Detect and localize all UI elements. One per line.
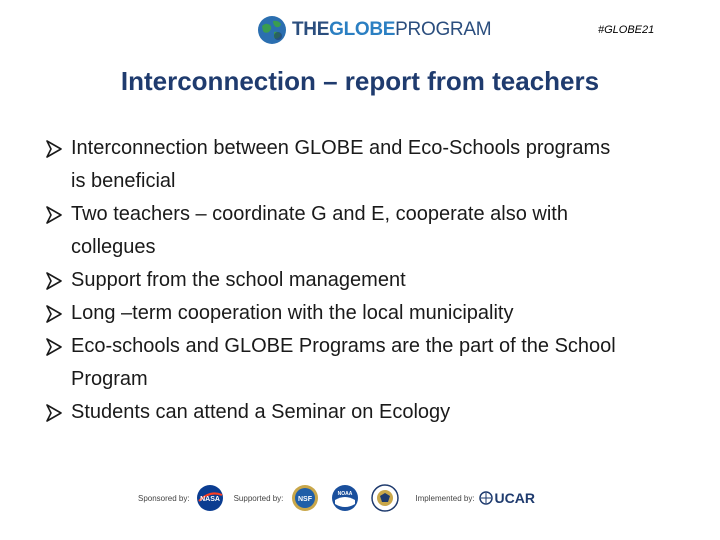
sponsored-by-label: Sponsored by:: [138, 493, 190, 503]
noaa-logo-text: NOAA: [338, 491, 353, 497]
bullet-text: Interconnection between GLOBE and Eco-Schools programs: [71, 137, 611, 159]
bullet-item: [46, 198, 696, 264]
globe-program-logo: [256, 14, 491, 46]
globe-icon: [256, 14, 288, 46]
bullet-list: [46, 132, 696, 429]
bullet-text: Support from the school management: [71, 269, 406, 291]
nasa-logo-text: NASA: [199, 496, 220, 503]
bullet-item: [46, 132, 696, 198]
bullet-item: [46, 330, 696, 396]
bullet-text: Two teachers – coordinate G and E, cooperate also with: [71, 203, 568, 225]
implemented-by-label: Implemented by:: [415, 493, 475, 503]
logo-wordmark: [292, 19, 491, 41]
sponsor-footer: [138, 480, 568, 516]
hashtag: #GLOBE21: [598, 24, 655, 36]
bullet-text-continued: Program: [71, 368, 148, 390]
noaa-logo-icon: [331, 484, 359, 512]
nsf-logo-icon: [291, 484, 319, 512]
bullet-text-continued: collegues: [71, 236, 156, 258]
bullet-item: [46, 264, 696, 297]
logo-program: PROGRAM: [395, 19, 492, 40]
nsf-logo-text: NSF: [298, 496, 313, 503]
arrow-bullet-icon: [46, 305, 62, 323]
bullet-text: Eco-schools and GLOBE Programs are the part of the School: [71, 335, 616, 357]
ucar-logo: [479, 490, 535, 506]
bullet-text-continued: is beneficial: [71, 170, 176, 192]
arrow-bullet-icon: [46, 140, 62, 158]
arrow-bullet-icon: [46, 338, 62, 356]
arrow-bullet-icon: [46, 206, 62, 224]
bullet-item: [46, 297, 696, 330]
state-department-seal-icon: [371, 484, 399, 512]
arrow-bullet-icon: [46, 272, 62, 290]
bullet-item: [46, 396, 696, 429]
nasa-logo-icon: [196, 484, 224, 512]
supported-by-label: Supported by:: [233, 493, 284, 503]
bullet-text: Long –term cooperation with the local municipality: [71, 302, 514, 324]
ucar-mark-icon: [479, 491, 493, 505]
logo-globe: GLOBE: [329, 19, 396, 40]
slide-title: Interconnection – report from teachers: [120, 66, 600, 96]
logo-the: THE: [292, 19, 330, 40]
ucar-text: UCAR: [494, 490, 535, 506]
arrow-bullet-icon: [46, 404, 62, 422]
bullet-text: Students can attend a Seminar on Ecology: [71, 401, 451, 423]
